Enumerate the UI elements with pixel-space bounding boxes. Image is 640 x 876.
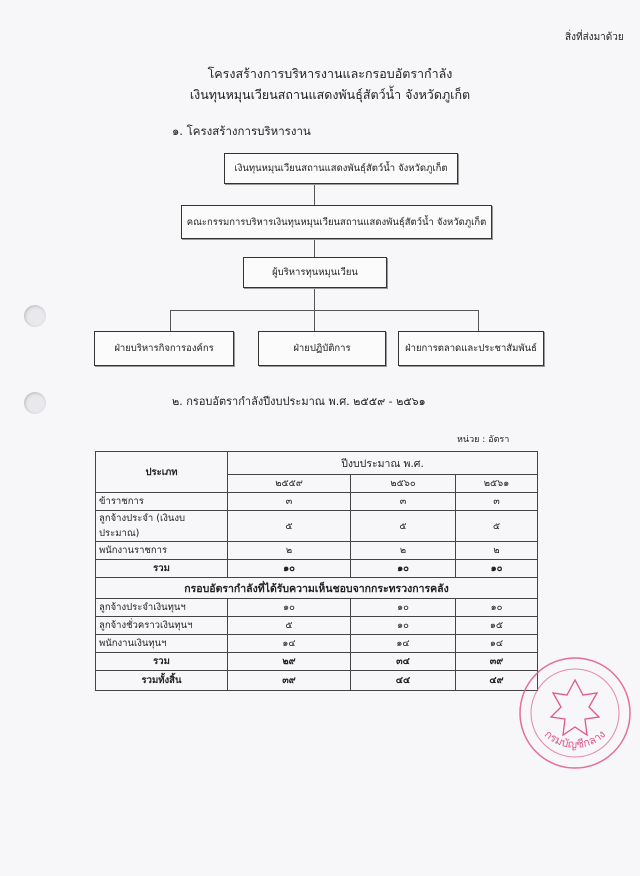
row-value: ๒ xyxy=(456,542,538,560)
group2-heading: กรอบอัตรากำลังที่ได้รับความเห็นชอบจากกระทรวงการคลัง xyxy=(96,578,538,599)
row-value: ๑๐ xyxy=(228,599,351,617)
row-value: ๑๔ xyxy=(456,635,538,653)
org-box-division: ฝ่ายบริหารกิจการองค์กร xyxy=(94,331,234,366)
org-box-division: ฝ่ายปฏิบัติการ xyxy=(258,331,386,366)
type-header: ประเภท xyxy=(96,452,228,493)
doc-title-line2: เงินทุนหมุนเวียนสถานแสดงพันธุ์สัตว์น้ำ จังหวัดภูเก็ต xyxy=(189,87,471,102)
connector-line xyxy=(478,310,479,331)
section1-heading: ๑. โครงสร้างการบริหารงาน xyxy=(172,124,311,138)
table-row xyxy=(96,511,538,542)
row-value: ๓ xyxy=(351,493,456,511)
year-cell: ๒๕๕๙ xyxy=(228,475,351,493)
row-label: พนักงานราชการ xyxy=(96,542,228,560)
punch-hole xyxy=(24,392,46,414)
doc-title-line1: โครงสร้างการบริหารงานและกรอบอัตรากำลัง xyxy=(207,66,453,81)
row-label: พนักงานเงินทุนฯ xyxy=(96,635,228,653)
row-value: ๓ xyxy=(456,493,538,511)
row-value: ๓ xyxy=(228,493,351,511)
connector-line xyxy=(314,286,315,331)
table-row xyxy=(96,617,538,635)
official-seal-stamp xyxy=(515,655,635,775)
row-value: ๕ xyxy=(228,617,351,635)
year-header: ปีงบประมาณ พ.ศ. xyxy=(228,452,538,475)
connector-line xyxy=(170,310,171,331)
attachment-label: สิ่งที่ส่งมาด้วย xyxy=(565,32,624,43)
table-row xyxy=(96,493,538,511)
stamp-text: กรมบัญชีกลาง xyxy=(541,727,609,752)
row-label: ลูกจ้างประจำ (เงินงบประมาณ) xyxy=(96,511,228,542)
table-row-total: รวม ๒๙ ๓๔ ๓๙ xyxy=(96,653,538,671)
connector-line xyxy=(170,310,478,311)
row-value: ๑๔ xyxy=(228,635,351,653)
row-value: ๕ xyxy=(456,511,538,542)
row-value: ๒ xyxy=(228,542,351,560)
row-label: ลูกจ้างประจำเงินทุนฯ xyxy=(96,599,228,617)
staffing-table xyxy=(95,451,538,691)
org-box-fund: เงินทุนหมุนเวียนสถานแสดงพันธุ์สัตว์น้ำ จังหวัดภูเก็ต xyxy=(224,153,458,184)
row-label: ลูกจ้างชั่วคราวเงินทุนฯ xyxy=(96,617,228,635)
section2-heading: ๒. กรอบอัตรากำลังปีงบประมาณ พ.ศ. ๒๕๕๙ - ๒๕๖๑ xyxy=(172,395,426,408)
connector-line xyxy=(314,237,315,257)
row-value: ๑๐ xyxy=(456,599,538,617)
row-value: ๑๔ xyxy=(351,635,456,653)
org-box-manager: ผู้บริหารทุนหมุนเวียน xyxy=(243,257,387,288)
svg-text:กรมบัญชีกลาง xyxy=(542,728,608,751)
table-row xyxy=(96,542,538,560)
connector-line xyxy=(314,182,315,205)
unit-label: หน่วย : อัตรา xyxy=(457,435,510,445)
row-value: ๕ xyxy=(351,511,456,542)
year-cell: ๒๕๖๐ xyxy=(351,475,456,493)
row-value: ๑๐ xyxy=(351,599,456,617)
table-row-grand-total: รวมทั้งสิ้น ๓๙ ๔๔ ๔๙ xyxy=(96,671,538,691)
year-cell: ๒๕๖๑ xyxy=(456,475,538,493)
punch-hole xyxy=(24,305,46,327)
table-row xyxy=(96,599,538,617)
org-box-committee: คณะกรรมการบริหารเงินทุนหมุนเวียนสถานแสดงพันธุ์สัตว์น้ำ จังหวัดภูเก็ต xyxy=(181,205,492,239)
row-label: ข้าราชการ xyxy=(96,493,228,511)
org-box-division: ฝ่ายการตลาดและประชาสัมพันธ์ xyxy=(398,331,544,366)
row-value: ๑๐ xyxy=(351,617,456,635)
row-value: ๑๕ xyxy=(456,617,538,635)
row-value: ๒ xyxy=(351,542,456,560)
row-value: ๕ xyxy=(228,511,351,542)
table-row xyxy=(96,635,538,653)
table-row-total: รวม ๑๐ ๑๐ ๑๐ xyxy=(96,560,538,578)
